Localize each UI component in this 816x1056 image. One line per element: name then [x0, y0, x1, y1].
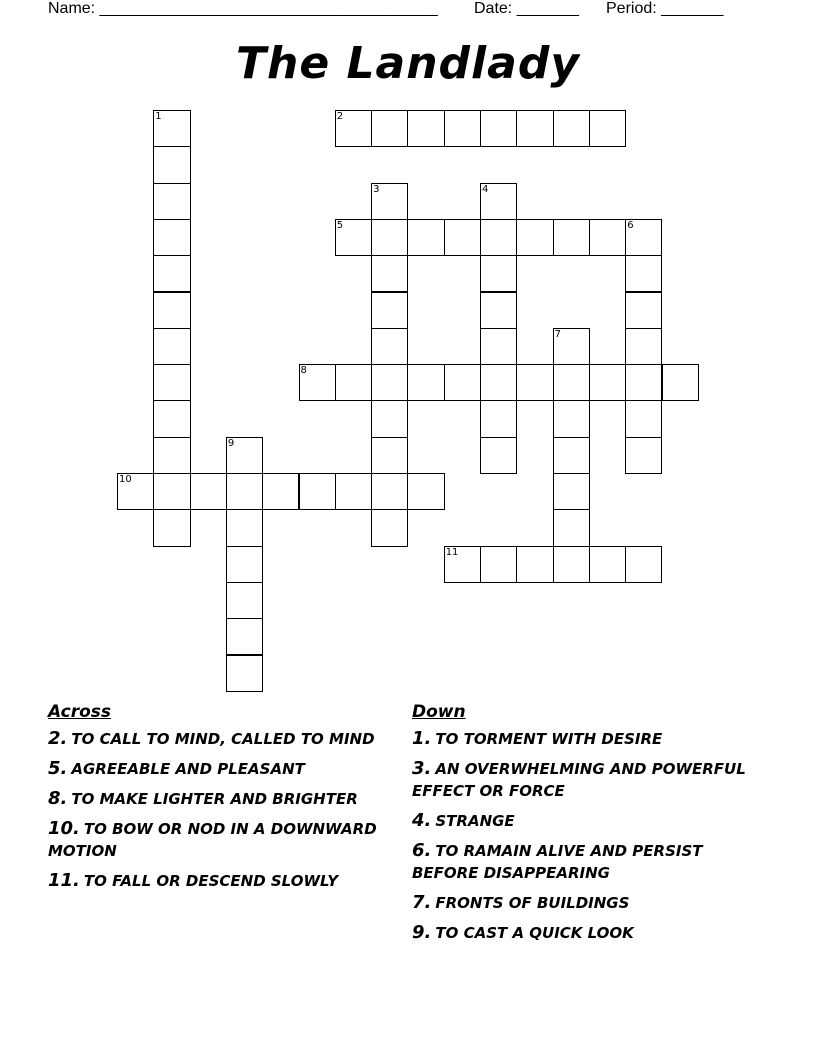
- grid-cell[interactable]: [299, 364, 336, 401]
- grid-cell[interactable]: [371, 364, 408, 401]
- grid-cell[interactable]: [226, 473, 263, 510]
- grid-cell[interactable]: [371, 437, 408, 474]
- grid-cell[interactable]: [480, 183, 517, 220]
- grid-cell[interactable]: [553, 328, 590, 365]
- grid-cell[interactable]: [153, 400, 190, 437]
- grid-cell[interactable]: [226, 509, 263, 546]
- page-title: The Landlady: [236, 38, 580, 89]
- grid-cell[interactable]: [371, 219, 408, 256]
- clue-down-4: 4. STRANGE: [412, 810, 515, 831]
- grid-cell[interactable]: [153, 219, 190, 256]
- grid-cell[interactable]: [553, 509, 590, 546]
- grid-cell[interactable]: [371, 110, 408, 147]
- grid-cell[interactable]: [480, 292, 517, 329]
- grid-cell[interactable]: [371, 509, 408, 546]
- grid-cell[interactable]: [407, 219, 444, 256]
- grid-cell[interactable]: [516, 546, 553, 583]
- grid-cell[interactable]: [589, 546, 626, 583]
- grid-cell[interactable]: [444, 364, 481, 401]
- clue-down-6: 6. TO RAMAIN ALIVE AND PERSIST BEFORE DISAPPEARING: [412, 840, 703, 882]
- grid-cell[interactable]: [226, 546, 263, 583]
- clue-number: 8: [300, 365, 307, 377]
- grid-cell[interactable]: [662, 364, 699, 401]
- grid-cell[interactable]: [153, 146, 190, 183]
- grid-cell[interactable]: [371, 400, 408, 437]
- clue-across-8: 8. TO MAKE LIGHTER AND BRIGHTER: [48, 788, 358, 809]
- grid-cell[interactable]: [335, 110, 372, 147]
- grid-cell[interactable]: [335, 473, 372, 510]
- grid-cell[interactable]: [335, 364, 372, 401]
- grid-cell[interactable]: [625, 292, 662, 329]
- clue-number: 5: [336, 219, 344, 231]
- clue-number: 10: [119, 474, 132, 485]
- grid-cell[interactable]: [299, 473, 336, 510]
- clue-number: 4: [482, 183, 489, 195]
- grid-cell[interactable]: [226, 618, 263, 655]
- clue-down-9: 9. TO CAST A QUICK LOOK: [412, 922, 634, 943]
- clue-across-5: 5. AGREEABLE AND PLEASANT: [48, 758, 305, 779]
- date-field[interactable]: Date: _______: [474, 0, 579, 17]
- name-field[interactable]: Name: ______________________________________: [48, 0, 438, 17]
- grid-cell[interactable]: [480, 546, 517, 583]
- clue-across-11: 11. TO FALL OR DESCEND SLOWLY: [48, 870, 339, 891]
- grid-cell[interactable]: [516, 110, 553, 147]
- grid-cell[interactable]: [407, 473, 444, 510]
- grid-cell[interactable]: [407, 110, 444, 147]
- grid-cell[interactable]: [153, 183, 190, 220]
- grid-cell[interactable]: [153, 473, 190, 510]
- grid-cell[interactable]: [153, 255, 190, 292]
- grid-cell[interactable]: [153, 437, 190, 474]
- grid-cell[interactable]: [371, 473, 408, 510]
- across-clues: [48, 702, 388, 900]
- grid-cell[interactable]: [553, 473, 590, 510]
- clue-down-7: 7. FRONTS OF BUILDINGS: [412, 892, 630, 913]
- grid-cell[interactable]: [371, 255, 408, 292]
- grid-cell[interactable]: [625, 328, 662, 365]
- grid-cell[interactable]: [516, 364, 553, 401]
- clue-number: 1: [155, 111, 162, 122]
- grid-cell[interactable]: [553, 110, 590, 147]
- grid-cell[interactable]: [444, 546, 481, 583]
- grid-cell[interactable]: [553, 437, 590, 474]
- grid-cell[interactable]: [371, 328, 408, 365]
- clue-number: 3: [373, 183, 380, 195]
- grid-cell[interactable]: [553, 400, 590, 437]
- grid-cell[interactable]: [371, 292, 408, 329]
- grid-cell[interactable]: [480, 437, 517, 474]
- grid-cell[interactable]: [553, 219, 590, 256]
- clue-number: 6: [627, 219, 634, 231]
- grid-cell[interactable]: [625, 546, 662, 583]
- grid-cell[interactable]: [226, 437, 263, 474]
- grid-cell[interactable]: [153, 509, 190, 546]
- grid-cell[interactable]: [444, 219, 481, 256]
- clue-down-3: 3. AN OVERWHELMING AND POWERFUL EFFECT OR FORCE: [412, 758, 746, 800]
- clue-number: 11: [445, 546, 459, 558]
- grid-cell[interactable]: [553, 364, 590, 401]
- grid-cell[interactable]: [480, 328, 517, 365]
- grid-cell[interactable]: [480, 110, 517, 147]
- grid-cell[interactable]: [589, 110, 626, 147]
- down-clues: [412, 702, 752, 952]
- grid-cell[interactable]: [262, 473, 299, 510]
- clue-number: 9: [227, 437, 235, 449]
- grid-cell[interactable]: [625, 219, 662, 256]
- grid-cell[interactable]: [444, 110, 481, 147]
- grid-cell[interactable]: [480, 255, 517, 292]
- grid-cell[interactable]: [407, 364, 444, 401]
- grid-cell[interactable]: [335, 219, 372, 256]
- down-heading: Down: [412, 702, 466, 722]
- clue-down-1: 1. TO TORMENT WITH DESIRE: [412, 728, 663, 749]
- clue-number: 2: [336, 111, 344, 122]
- grid-cell[interactable]: [480, 400, 517, 437]
- grid-cell[interactable]: [153, 110, 190, 147]
- grid-cell[interactable]: [117, 473, 154, 510]
- grid-cell[interactable]: [153, 328, 190, 365]
- clue-number: 7: [554, 328, 561, 340]
- clue-across-2: 2. TO CALL TO MIND, CALLED TO MIND: [48, 728, 375, 749]
- grid-cell[interactable]: [153, 292, 190, 329]
- grid-cell[interactable]: [226, 655, 263, 692]
- grid-cell[interactable]: [153, 364, 190, 401]
- grid-cell[interactable]: [625, 255, 662, 292]
- grid-cell[interactable]: [625, 400, 662, 437]
- grid-cell[interactable]: [190, 473, 227, 510]
- period-field[interactable]: Period: _______: [606, 0, 724, 17]
- grid-cell[interactable]: [226, 582, 263, 619]
- grid-cell[interactable]: [589, 364, 626, 401]
- grid-cell[interactable]: [516, 219, 553, 256]
- across-heading: Across: [48, 702, 112, 722]
- grid-cell[interactable]: [589, 219, 626, 256]
- grid-cell[interactable]: [625, 437, 662, 474]
- grid-cell[interactable]: [480, 219, 517, 256]
- grid-cell[interactable]: [480, 364, 517, 401]
- clue-across-10: 10. TO BOW OR NOD IN A DOWNWARD MOTION: [48, 818, 377, 860]
- grid-cell[interactable]: [625, 364, 662, 401]
- grid-cell[interactable]: [553, 546, 590, 583]
- grid-cell[interactable]: [371, 183, 408, 220]
